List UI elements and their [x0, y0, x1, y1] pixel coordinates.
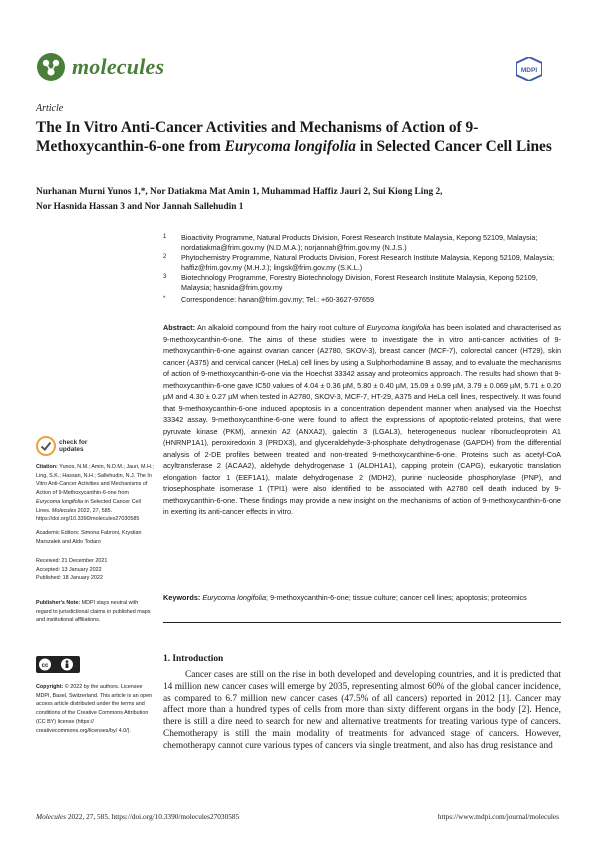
introduction-text: Cancer cases are still on the rise in both developed and developing countries, and it is predicted that 14 million new cancer cases will emerge by 2035, representing almost 60% of the global cancer incidence, as compared to 6.7 million new cancer cases (47.5% of all cancers) reported in 2012 [1]. Cancer may affect more than a hundred types of cells from more than sixty different organs in the body [2]. Hence, there is still a dire need to search for new and alternative treatments for treating various type of cancers. Chemotherapy is still the main modality of treatments for advanced stage of cancers. However, chemotherapy cannot cure various types of cancers via single treatment, and also has drug resistance and — [163, 670, 561, 751]
mdpi-logo-icon[interactable] — [516, 57, 542, 81]
journal-brand — [36, 52, 164, 82]
footer-citation[interactable]: Molecules 2022, 27, 585. https://doi.org/10.3390/molecules27030585 — [36, 812, 240, 821]
svg-text:cc: cc — [41, 663, 49, 669]
check-for-updates-badge[interactable]: check for updates — [36, 436, 87, 456]
molecules-journal-icon — [36, 52, 66, 82]
affiliation-2: 2 Phytochemistry Programme, Natural Products Division, Forest Research Institute Malaysia, Kepong 52109, Malaysia; haffiz@frim.gov.my (M.H.J.); lingsk@frim.gov.my (S.K.L.) — [163, 253, 555, 272]
svg-text:MDPI: MDPI — [520, 67, 538, 74]
published-date: Published: 18 January 2022 — [36, 575, 103, 582]
received-date: Received: 21 December 2021 — [36, 558, 108, 564]
authors-line-1: Nurhanan Murni Yunos 1,*, Nor Datiakma Mat Amin 1, Muhammad Haffiz Jauri 2, Sui Kiong Ling 2, — [36, 187, 443, 197]
author-list — [36, 185, 556, 215]
correspondence: * Correspondence: hanan@frim.gov.my; Tel.: +60-3627-97659 — [163, 295, 375, 304]
authors-line-2: Nor Hasnida Hassan 3 and Nor Jannah Sallehudin 1 — [36, 202, 244, 212]
section-divider — [163, 622, 561, 623]
abstract-label: Abstract: — [163, 323, 196, 332]
title-species: Eurycoma longifolia — [224, 138, 356, 155]
citation-doi-link[interactable]: 2022, 27, 585. https://doi.org/10.3390/molecules27030585 — [36, 507, 140, 523]
cc-by-license-icon[interactable] — [36, 656, 80, 673]
article-title — [36, 118, 558, 156]
publisher-note: Publisher's Note: MDPI stays neutral with regard to jurisdictional claims in published maps and institutional affiliations. — [36, 600, 151, 624]
introduction-heading: 1. Introduction — [163, 654, 224, 664]
title-end: in Selected Cancer Cell Lines — [359, 138, 552, 155]
copyright-block: Copyright: © 2022 by the authors. Licensee MDPI, Basel, Switzerland. This article is an open access article distributed under the terms and conditions of the Creative Commons Attribution (CC BY) license (https:// creativecommons.org/licenses/by/ 4.0/). — [36, 684, 153, 734]
page-footer — [36, 812, 559, 821]
accepted-date: Accepted: 13 January 2022 — [36, 566, 102, 573]
keywords: Keywords: Eurycoma longifolia; 9-methoxycanthin-6-one; tissue culture; cancer cell lines; apoptosis; proteomics — [163, 593, 527, 602]
check-updates-icon — [36, 436, 56, 456]
keywords-label: Keywords: — [163, 593, 201, 602]
journal-name: molecules — [72, 54, 165, 79]
dates-block — [36, 557, 154, 583]
academic-editors: Academic Editors: Simona Fabroni, Krystian Marszałek and Aldo Todaro — [36, 530, 142, 545]
article-type: Article — [36, 103, 64, 114]
title-main: The In Vitro Anti-Cancer Activities and Mechanisms of Action of 9-Methoxycanthin-6-one from — [36, 119, 479, 155]
affiliation-3: 3 Biotechnology Programme, Forestry Biotechnology Division, Forest Research Institute Malaysia, Kepong 52109, Malaysia; hasnida@frim.gov.my — [163, 273, 538, 292]
citation-block: Citation: Yunos, N.M.; Amin, N.D.M.; Jauri, M.H.; Ling, S.K.; Hassan, N.H.; Sallehudin, N.J. The In Vitro Anti-Cancer Activities and Mechanisms of Action of 9-Methoxycanthin-6-one from Eurycoma longifolia in Selected Cancer Cell Lines. Molecules 2022, 27, 585. https://doi.org/10.3390/molecules27030585 — [36, 464, 154, 523]
abstract: Abstract: An alkaloid compound from the hairy root culture of Eurycoma longifolia has been isolated and characterised as 9-methoxycanthin-6-one. The aims of these studies were to investigate the in vitro anti-cancer activities of 9-methoxycanthin-6-one against ovarian cancer (A2780, SKOV-3), breast cancer (MCF-7), colorectal cancer (HT29), skin cancer (A375) and cervical cancer (HeLa) cell lines by using a Sulphorhodamine B assay, and to evaluate the mechanisms of action of 9-methoxycanthin-6-one via the Hoechst 33342 assay and proteomics approach. The results had shown that 9-methoxycanthin-6-one gave IC50 values of 4.04 ± 0.36 µM, 5.80 ± 0.40 µM, 15.09 ± 0.99 µM, 3.79 ± 0.069 µM, 5.71 ± 0.20 µM and 4.30 ± 0.27 µM when tested in A2780, SKOV-3, MCF-7, HT-29, A375 and HeLa cell lines, respectively. It was found that 9-methoxycanthin-6-one induced apoptosis in a concentration dependent manner when analysed via the Hoechst 33342 assay. 9-methoxycanthine-6-one were found to affect the expressions of apoptotic-related proteins, that were pyruvate kinase (PKM), annexin A2 (ANXA2), galectin 3 (LGAL3), heterogeneous nuclear ribonucleoprotein A1 (HNRNP1A1), peroxiredoxin 3 (PRDX3), and glyceraldehyde-3-phosphate dehydrogenase (GAPDH) from the differential analysis of 2-DE profiles between treated and non-treated 9-methoxycanthine-6-one. Proteins such as acetyl-CoA acyltransferase 2 (ACAA2), aldehyde dehydrogenase 1 (ALDH1A1), capping protein (CAPG), eukaryotic translation elongation factor 1 (EEF1A1), malate dehydrogenase 2 (MDH2), purine nucleoside phosphorylase (PNP), and triosephosphate isomerase 1 (TPI1) were also identified to be associated with A2780 cell death induced by 9-methoxycanthin-6-one. These findings may provide a new insight on the mechanisms of action of 9-methoxycanthin-6-one in exerting its anti-cancer effects in vitro. — [163, 323, 562, 516]
footer-url[interactable]: https://www.mdpi.com/journal/molecules — [437, 812, 559, 821]
affiliation-1: 1 Bioactivity Programme, Natural Products Division, Forest Research Institute Malaysia, Kepong 52109, Malaysia; nordatiakma@frim.gov.my (N.D.M.A.); norjannah@frim.gov.my (N.J.S.) — [163, 233, 538, 252]
